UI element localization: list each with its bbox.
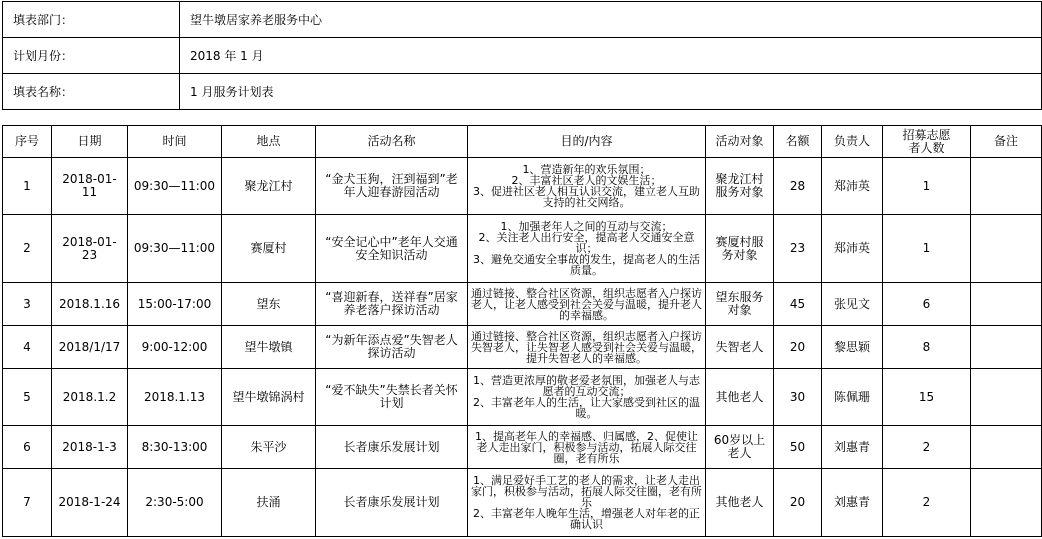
cell-no: 2 xyxy=(3,215,52,283)
cell-date: 2018-01-23 xyxy=(52,215,128,283)
cell-place: 望牛墩镇 xyxy=(222,326,316,369)
table-row xyxy=(3,283,1042,326)
cell-date: 2018-1-24 xyxy=(52,469,128,537)
cell-no: 3 xyxy=(3,283,52,326)
cell-purpose xyxy=(468,215,706,283)
cell-volunteers: 15 xyxy=(883,369,971,426)
info-row-table xyxy=(3,74,1042,110)
cell-quota: 28 xyxy=(774,158,822,215)
cell-volunteers: 8 xyxy=(883,326,971,369)
header-quota: 名额 xyxy=(774,126,822,158)
table-row xyxy=(3,326,1042,369)
info-row-dept xyxy=(3,2,1042,38)
cell-leader: 陈佩珊 xyxy=(822,369,883,426)
header-leader: 负责人 xyxy=(822,126,883,158)
cell-leader: 郑沛英 xyxy=(822,158,883,215)
cell-date: 2018.1.16 xyxy=(52,283,128,326)
cell-place: 望牛墩锦涡村 xyxy=(222,369,316,426)
cell-leader: 刘惠青 xyxy=(822,469,883,537)
cell-date: 2018-01-11 xyxy=(52,158,128,215)
purpose-line: 通过链接、整合社区资源，组织志愿者入户探访老人，让老人感受到社会关爱与温暖，提升老人的幸福感。 xyxy=(471,286,702,322)
cell-quota: 20 xyxy=(774,469,822,537)
month-value: 2018 年 1 月 xyxy=(180,38,1042,74)
header-activity: 活动名称 xyxy=(316,126,468,158)
cell-leader: 黎思颖 xyxy=(822,326,883,369)
cell-remarks xyxy=(971,426,1042,469)
cell-no: 1 xyxy=(3,158,52,215)
purpose-line: 3、避免交通安全事故的发生，提高老人的生活质量。 xyxy=(473,253,700,277)
cell-activity: “为新年添点爱”失智老人探访活动 xyxy=(316,326,468,369)
cell-activity: “爱不缺失”失禁长者关怀计划 xyxy=(316,369,468,426)
cell-remarks xyxy=(971,369,1042,426)
purpose-line: 1、提高老年人的幸福感、归属感，2、促使让老人走出家门，积极参与活动，拓展人际交往圈，老有所乐 xyxy=(475,429,698,465)
cell-target: 其他老人 xyxy=(706,469,774,537)
dept-value: 望牛墩居家养老服务中心 xyxy=(180,2,1042,38)
cell-activity: “喜迎新春，送祥春”居家养老落户探访活动 xyxy=(316,283,468,326)
purpose-line: 2、丰富老年人晚年生活，增强老人对年老的正确认识 xyxy=(473,507,700,531)
header-time: 时间 xyxy=(128,126,222,158)
dept-label: 填表部门： xyxy=(3,2,180,38)
cell-activity: “金犬玉狗，汪到福到”老年人迎春游园活动 xyxy=(316,158,468,215)
cell-place: 扶涌 xyxy=(222,469,316,537)
cell-target: 望东服务对象 xyxy=(706,283,774,326)
cell-place: 聚龙江村 xyxy=(222,158,316,215)
cell-leader: 张见文 xyxy=(822,283,883,326)
cell-quota: 30 xyxy=(774,369,822,426)
purpose-line: 1、营造新年的欢乐氛围； xyxy=(522,163,651,176)
cell-time: 8:30-13:00 xyxy=(128,426,222,469)
month-label: 计划月份： xyxy=(3,38,180,74)
cell-leader: 刘惠青 xyxy=(822,426,883,469)
cell-remarks xyxy=(971,283,1042,326)
cell-remarks xyxy=(971,158,1042,215)
cell-time: 9:00-12:00 xyxy=(128,326,222,369)
cell-target: 其他老人 xyxy=(706,369,774,426)
cell-activity: 长者康乐发展计划 xyxy=(316,469,468,537)
cell-volunteers: 2 xyxy=(883,426,971,469)
purpose-line: 1、满足爱好手工艺的老人的需求，让老人走出家门，积极参与活动，拓展人际交往圈，老有所乐 xyxy=(471,474,702,509)
table-name-value: 1 月服务计划表 xyxy=(180,74,1042,110)
cell-quota: 45 xyxy=(774,283,822,326)
cell-time: 2:30-5:00 xyxy=(128,469,222,537)
table-row xyxy=(3,369,1042,426)
info-row-month xyxy=(3,38,1042,74)
header-row xyxy=(3,126,1042,158)
info-table xyxy=(2,1,1042,110)
header-remarks: 备注 xyxy=(971,126,1042,158)
cell-volunteers: 1 xyxy=(883,158,971,215)
cell-quota: 50 xyxy=(774,426,822,469)
purpose-line: 1、营造更浓厚的敬老爱老氛围，加强老人与志愿者的互动交流； xyxy=(473,374,700,398)
cell-quota: 23 xyxy=(774,215,822,283)
table-row xyxy=(3,158,1042,215)
purpose-line: 通过链接、整合社区资源，组织志愿者入户探访失智老人，让失智老人感受到社会关爱与温暖，提升失智老人的幸福感。 xyxy=(471,329,702,365)
cell-no: 7 xyxy=(3,469,52,537)
cell-remarks xyxy=(971,326,1042,369)
cell-date: 2018.1.2 xyxy=(52,369,128,426)
cell-place: 望东 xyxy=(222,283,316,326)
cell-quota: 20 xyxy=(774,326,822,369)
cell-leader: 郑沛英 xyxy=(822,215,883,283)
cell-volunteers: 1 xyxy=(883,215,971,283)
header-target: 活动对象 xyxy=(706,126,774,158)
cell-place: 赛厦村 xyxy=(222,215,316,283)
cell-remarks xyxy=(971,215,1042,283)
table-name-label: 填表名称： xyxy=(3,74,180,110)
purpose-line: 2、关注老人出行安全，提高老人交通安全意识； xyxy=(478,231,695,255)
cell-purpose xyxy=(468,158,706,215)
cell-target: 聚龙江村服务对象 xyxy=(706,158,774,215)
cell-purpose xyxy=(468,369,706,426)
table-row xyxy=(3,469,1042,537)
header-date: 日期 xyxy=(52,126,128,158)
purpose-line: 2、丰富老年人的生活，让大家感受到社区的温暖。 xyxy=(473,396,700,420)
service-plan-table xyxy=(2,125,1042,537)
cell-no: 4 xyxy=(3,326,52,369)
header-purpose: 目的/内容 xyxy=(468,126,706,158)
cell-date: 2018-1-3 xyxy=(52,426,128,469)
purpose-line: 3、促进社区老人相互认识交流，建立老人互助支持的社交网络。 xyxy=(473,185,700,209)
header-place: 地点 xyxy=(222,126,316,158)
cell-volunteers: 2 xyxy=(883,469,971,537)
cell-no: 6 xyxy=(3,426,52,469)
cell-date: 2018/1/17 xyxy=(52,326,128,369)
purpose-line: 1、加强老年人之间的互动与交流； xyxy=(500,220,673,233)
cell-purpose xyxy=(468,469,706,537)
cell-remarks xyxy=(971,469,1042,537)
cell-no: 5 xyxy=(3,369,52,426)
cell-time: 09:30—11:00 xyxy=(128,215,222,283)
cell-activity: 长者康乐发展计划 xyxy=(316,426,468,469)
cell-time: 2018.1.13 xyxy=(128,369,222,426)
table-row xyxy=(3,426,1042,469)
cell-volunteers: 6 xyxy=(883,283,971,326)
cell-purpose xyxy=(468,283,706,326)
cell-activity: “安全记心中”老年人交通安全知识活动 xyxy=(316,215,468,283)
cell-time: 15:00-17:00 xyxy=(128,283,222,326)
table-row xyxy=(3,215,1042,283)
purpose-line: 2、丰富社区老人的文娱生活； xyxy=(511,174,662,187)
header-volunteers: 招募志愿者人数 xyxy=(883,126,971,158)
cell-target: 60岁以上老人 xyxy=(706,426,774,469)
cell-purpose xyxy=(468,426,706,469)
header-no: 序号 xyxy=(3,126,52,158)
cell-purpose xyxy=(468,326,706,369)
cell-target: 赛厦村服务对象 xyxy=(706,215,774,283)
cell-target: 失智老人 xyxy=(706,326,774,369)
cell-place: 朱平沙 xyxy=(222,426,316,469)
cell-time: 09:30—11:00 xyxy=(128,158,222,215)
